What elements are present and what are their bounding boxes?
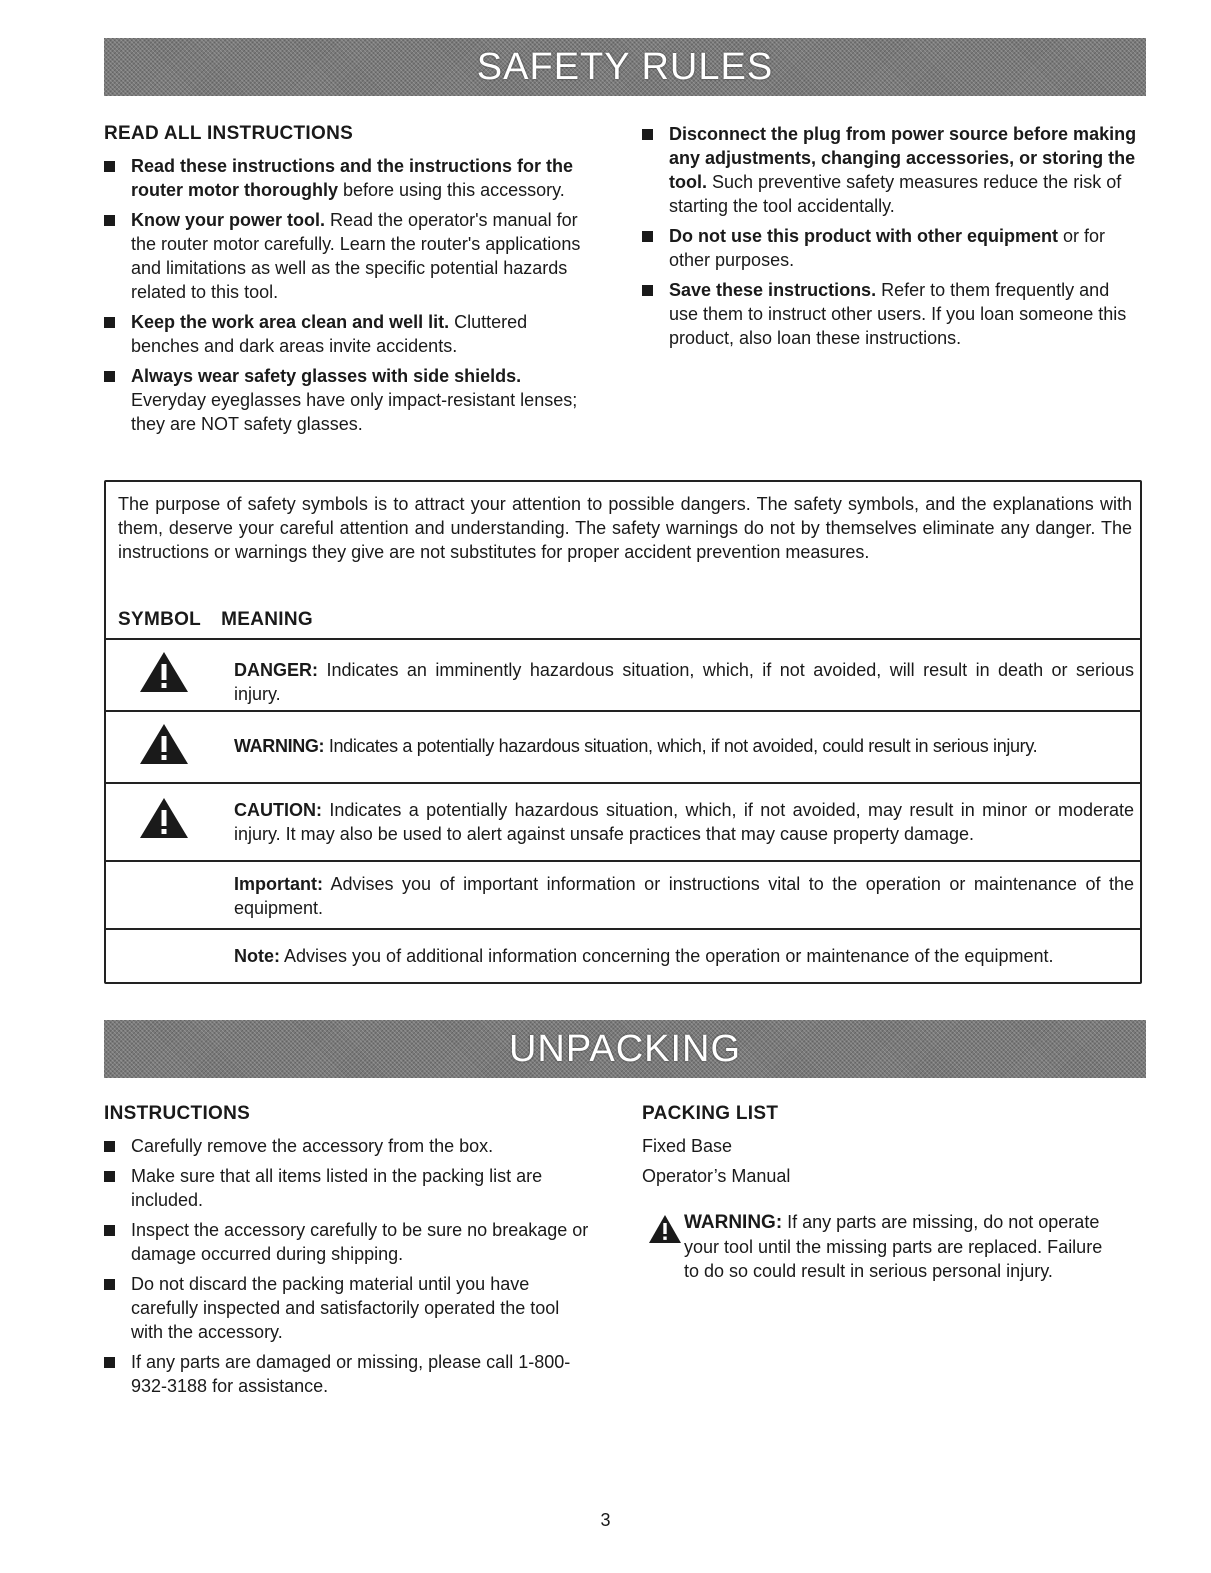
symbol-text: Indicates a potentially hazardous situation, which, if not avoided, could result in serious injury. (324, 736, 1038, 756)
symbol-row-warning (106, 710, 1140, 782)
symbol-text: Indicates an imminently hazardous situation, which, if not avoided, will result in death or serious injury. (234, 660, 1134, 704)
rule-bold: Know your power tool. (131, 210, 325, 230)
page-number: 3 (600, 1510, 611, 1530)
right-rules-section (642, 122, 1142, 356)
symbol-text: Advises you of important information or instructions vital to the operation or maintenance of the equipment. (234, 874, 1134, 918)
list-item: Inspect the accessory carefully to be sure no breakage or damage occurred during shipping. (104, 1218, 594, 1266)
symbol-label: Important: (234, 874, 323, 894)
symbol-label: DANGER: (234, 660, 318, 680)
rule-text: Everyday eyeglasses have only impact-resistant lenses; they are NOT safety glasses. (131, 390, 578, 434)
meaning-column-header: MEANING (221, 609, 313, 630)
list-item (642, 278, 1142, 350)
rule-text: Cluttered benches and dark areas invite accidents. (131, 312, 528, 356)
list-item (104, 154, 594, 202)
packing-item: Operator’s Manual (642, 1166, 791, 1186)
list-item: Make sure that all items listed in the packing list are included. (104, 1164, 594, 1212)
symbols-intro: The purpose of safety symbols is to attract your attention to possible dangers. The safety symbols, and the explanations with them, deserve your careful attention and understanding. The safety warnings do not by themselves eliminate any danger. The instructions or warnings they give are not substitutes for proper accident prevention measures. (118, 494, 1132, 562)
symbol-meaning (234, 944, 1134, 968)
warning-label: WARNING: (684, 1212, 783, 1233)
rule-bold: Read these instructions and the instructions for the router motor thoroughly (131, 156, 574, 200)
symbol-label: Note: (234, 946, 280, 966)
symbol-label: WARNING: (234, 736, 325, 756)
instructions-heading: INSTRUCTIONS (104, 1103, 251, 1124)
rule-bold: Save these instructions. (669, 280, 877, 300)
list-item: Carefully remove the accessory from the box. (104, 1134, 594, 1158)
packing-item: Fixed Base (642, 1136, 733, 1156)
alert-triangle-icon (138, 650, 190, 694)
alert-triangle-icon (138, 722, 190, 766)
right-rules-list (642, 122, 1142, 350)
warning-text: If any parts are missing, do not operate your tool until the missing parts are replaced. Failure to do so could result in serious personal injury. (684, 1212, 1103, 1281)
symbols-header (118, 609, 313, 631)
rule-text: Refer to them frequently and use them to instruct other users. If you loan someone this product, also loan these instructions. (669, 280, 1127, 348)
alert-triangle-icon (138, 796, 190, 840)
symbol-column-header: SYMBOL (118, 609, 202, 630)
rule-text: before using this accessory. (337, 180, 565, 200)
symbol-row-danger (106, 638, 1140, 710)
rule-text: or for other purposes. (669, 226, 1106, 270)
packing-list-heading: PACKING LIST (642, 1103, 779, 1124)
list-item (642, 224, 1142, 272)
packing-list-section (642, 1102, 1122, 1283)
symbol-row-important (106, 860, 1140, 928)
read-all-section (104, 122, 594, 442)
rule-bold: Keep the work area clean and well lit. (131, 312, 450, 332)
rule-bold: Disconnect the plug from power source before making any adjustments, changing accessories, or storing the tool. (669, 124, 1137, 192)
rule-text: Such preventive safety measures reduce the risk of starting the tool accidentally. (669, 172, 1122, 216)
rule-bold: Do not use this product with other equipment (669, 226, 1058, 246)
symbol-row-note (106, 928, 1140, 984)
symbol-meaning (234, 872, 1134, 920)
packing-warning (642, 1210, 1122, 1283)
rule-bold: Always wear safety glasses with side shields. (131, 366, 522, 386)
alert-triangle-icon (648, 1214, 682, 1244)
list-item (642, 122, 1142, 218)
symbol-text: Advises you of additional information concerning the operation or maintenance of the equipment. (280, 946, 1054, 966)
symbol-row-caution (106, 782, 1140, 860)
safety-rules-banner: SAFETY RULES (104, 38, 1146, 96)
list-item: Do not discard the packing material until you have carefully inspected and satisfactorily operated the tool with the accessory. (104, 1272, 594, 1344)
unpacking-banner: UNPACKING (104, 1020, 1146, 1078)
instructions-section (104, 1102, 594, 1404)
rule-text: Read the operator's manual for the router motor carefully. Learn the router's applications and limitations as well as the specific potential hazards related to this tool. (131, 210, 581, 302)
symbol-label: CAUTION: (234, 800, 322, 820)
instructions-list (104, 1134, 594, 1398)
list-item (104, 364, 594, 436)
symbol-text: Indicates a potentially hazardous situation, which, if not avoided, may result in minor or moderate injury. It may also be used to alert against unsafe practices that may cause property damage. (234, 800, 1134, 844)
safety-symbols-box (104, 480, 1142, 984)
symbol-meaning (234, 734, 1134, 758)
list-item (104, 208, 594, 304)
read-all-heading: READ ALL INSTRUCTIONS (104, 123, 354, 144)
read-all-list (104, 154, 594, 436)
symbol-meaning (234, 658, 1134, 706)
list-item: If any parts are damaged or missing, please call 1-800-932-3188 for assistance. (104, 1350, 594, 1398)
symbol-meaning (234, 798, 1134, 846)
list-item (104, 310, 594, 358)
